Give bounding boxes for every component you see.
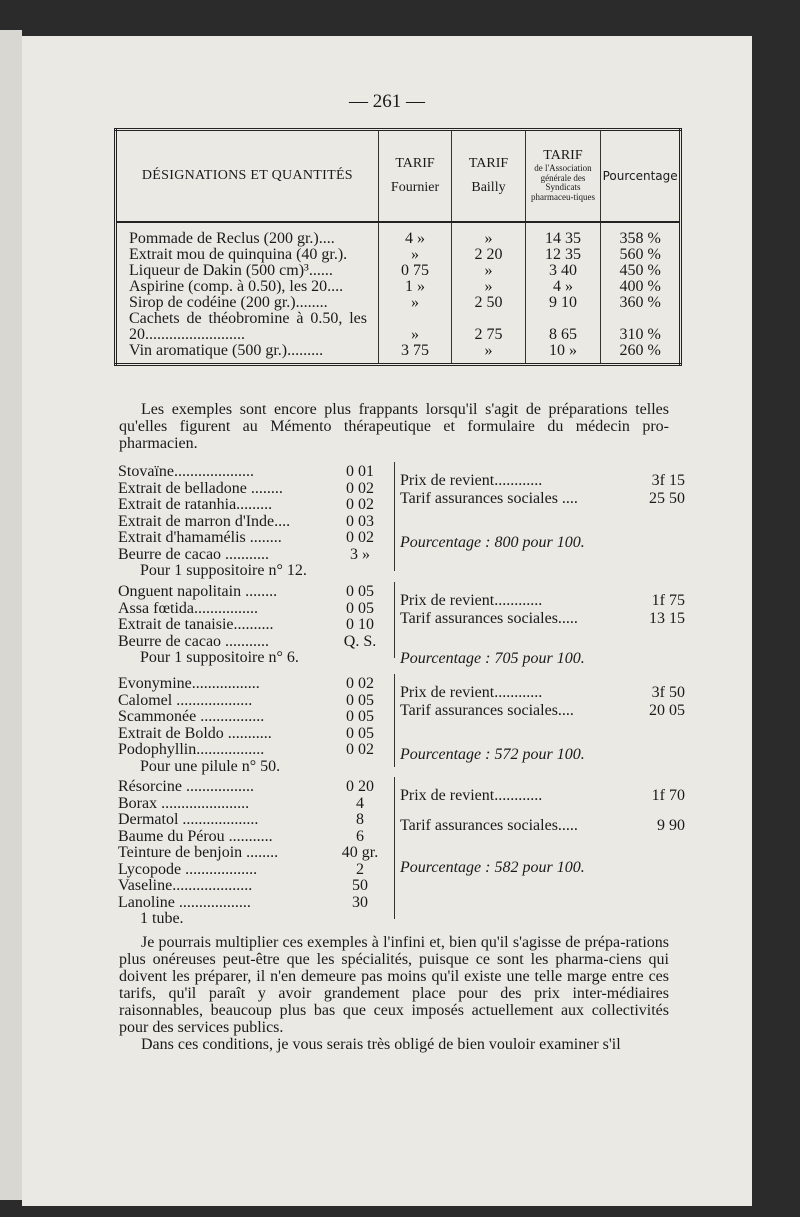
table-cell-bailly: » [484,261,493,279]
designation-column [116,222,379,365]
ingredient-quantity: 0 20 [346,778,374,795]
prix-label: Prix de revient............ [400,684,543,701]
tarif-value: 25 50 [649,490,685,507]
ingredient-name: Résorcine ................. [118,778,254,795]
tarif-label: Tarif assurances sociales .... [400,490,578,507]
table-cell-pourcentage: 360 % [619,293,661,311]
ingredient-name: Calomel ................... [118,691,253,709]
table-cell-bailly: » [484,277,493,295]
tarif-table [114,128,682,366]
ingredient-quantity: 0 02 [346,741,374,758]
table-cell-designation: Pommade de Reclus (200 gr.).... [129,229,335,247]
page-number: — 261 — [349,91,425,112]
header-pourcentage: Pourcentage [601,130,681,222]
recipe-ingredients [118,779,278,928]
ingredient-quantity: 2 [356,860,364,878]
table-cell-fournier: 3 75 [401,341,430,359]
ingredient-quantity: 0 05 [346,708,374,725]
table-cell-bailly: » [484,229,493,247]
table-cell-association: 14 35 [544,229,581,247]
table-cell-designation: Vin aromatique (500 gr.)......... [129,341,324,359]
table-cell-bailly: 2 50 [474,293,503,311]
ingredient-name: Lanoline .................. [118,893,251,911]
pourcentage-line: Pourcentage : 582 pour 100. [400,859,585,876]
ingredient-quantity: 0 05 [346,583,374,600]
prix-label: Prix de revient............ [400,472,543,489]
tarif-value: 20 05 [649,702,685,719]
table-cell-bailly: » [484,341,493,359]
table-cell-fournier: » [411,293,420,311]
pourcentage-line: Pourcentage : 705 pour 100. [400,650,585,667]
last-line: Dans ces conditions, je vous serais très obligé de bien vouloir examiner s'il [141,1036,621,1053]
header-fournier [378,130,451,222]
table-cell-pourcentage: 310 % [619,325,661,343]
ingredient-quantity: 6 [356,827,364,845]
recipe-summary [400,787,685,877]
ingredient-name: Podophyllin................. [118,741,265,758]
header-bailly [452,130,525,222]
table-cell-designation: Extrait mou de quinquina (40 gr.). [129,245,348,263]
ingredient-name: Vaseline.................... [118,877,253,894]
ingredient-name: Stovaïne.................... [118,463,254,480]
recipe-summary [400,592,685,668]
table-cell-designation: Aspirine (comp. à 0.50), les 20.... [129,277,344,295]
ingredient-name: Beurre de cacao ........... [118,545,270,563]
ingredient-name: Extrait d'hamamélis ........ [118,529,282,546]
prix-row [400,787,685,805]
ingredient-quantity: Q. S. [343,632,377,650]
table-cell-pourcentage: 358 % [619,229,661,247]
ingredient-name: Extrait de Boldo ........... [118,724,272,742]
header-bailly-title: TARIF [468,155,509,171]
table-cell-association: 12 35 [544,245,581,263]
ingredient-quantity: 0 03 [346,512,374,530]
tarif-row [400,817,685,835]
recipe-footer: Pour une pilule n° 50. [140,757,281,775]
header-fournier-title: TARIF [395,155,435,171]
recipe-ingredients [118,584,299,667]
table-cell-designation: Liqueur de Dakin (500 cm)³...... [129,261,333,279]
ingredient-name: Extrait de belladone ........ [118,479,283,497]
ingredient-quantity: 0 01 [346,463,374,480]
table-cell-designation: Sirop de codéine (200 gr.)........ [129,293,328,311]
tarif-row [400,702,685,720]
table-cell-association: 9 10 [548,293,577,311]
table-cell-designation: Cachets de théobromine à 0.50, les 20......................... [129,309,367,343]
table-cell-fournier: 1 » [405,277,426,295]
prix-row [400,472,685,490]
closing-paragraph: Je pourrais multiplier ces exemples à l'infini et, bien qu'il s'agisse de prépa-rations plus onéreuses peut-être que les spécialités, puisque ce sont les pharma-ciens qui doivent les préparer, il n'en demeure pas moins qu'il existe une telle marge entre ces tarifs, qu'il paraît y avoir grandement place pour des prix inter-médiaires raisonnables, beaucoup plus bas que ceux imposés actuellement aux collectivités pour des services publics. [119,934,669,1036]
table-body-row [116,222,681,365]
ingredient-quantity: 0 05 [346,691,374,709]
recipe-footer: Pour 1 suppositoire n° 12. [140,562,307,579]
table-cell-pourcentage: 260 % [619,341,661,359]
pourcentage-line: Pourcentage : 800 pour 100. [400,534,585,551]
ingredient-quantity: 0 02 [346,675,374,692]
ingredient-quantity: 0 02 [346,479,374,497]
tarif-label: Tarif assurances sociales.... [400,702,574,719]
prix-label: Prix de revient............ [400,787,543,804]
prix-row [400,684,685,702]
table-cell-pourcentage: 400 % [619,277,661,295]
ingredient-quantity: 8 [356,811,364,828]
header-fournier-name: Fournier [390,179,440,195]
document-page [22,36,752,1206]
recipe-summary [400,472,685,552]
ingredient-quantity: 3 » [350,545,370,563]
ingredient-name: Onguent napolitain ........ [118,583,278,600]
ingredient-name: Dermatol ................... [118,811,259,828]
tarif-row [400,490,685,508]
tarif-value: 13 15 [649,610,685,627]
ingredient-quantity: 50 [352,877,368,894]
pourcentage-column [601,222,681,365]
ingredient-name: Evonymine................. [118,675,260,692]
prix-value: 1f 75 [651,592,685,609]
tarif-row [400,610,685,628]
ingredient-name: Borax ...................... [118,794,250,812]
header-association-title: TARIF [543,148,583,164]
table-cell-fournier: 0 75 [401,261,430,279]
ingredient-quantity: 4 [356,794,364,812]
fournier-column [378,222,451,365]
ingredient-name: Teinture de benjoin ........ [118,844,279,861]
adjacent-page-edge [0,30,22,1200]
recipe-ingredients [118,464,307,580]
ingredient-quantity: 30 [352,893,368,911]
table-cell-association: 10 » [548,341,577,359]
prix-label: Prix de revient............ [400,592,543,609]
table-cell-fournier: » [411,245,420,263]
ingredient-name: Extrait de marron d'Inde.... [118,512,291,530]
table-cell-association: 3 40 [548,261,577,279]
association-column [525,222,601,365]
header-association-sub: de l'Association générale des Syndicats pharmaceu-tiques [530,162,595,203]
ingredient-name: Assa fœtida................ [118,599,258,617]
prix-value: 1f 70 [651,787,685,804]
prix-value: 3f 50 [651,684,685,701]
ingredient-quantity: 0 02 [346,529,374,546]
recipe-footer: Pour 1 suppositoire n° 6. [140,649,299,666]
table-cell-bailly: 2 20 [474,245,503,263]
header-association [525,130,601,222]
table-cell-fournier: » [411,325,420,343]
table-cell-fournier: 4 » [405,229,426,247]
table-cell-pourcentage: 560 % [619,245,661,263]
header-designation: DÉSIGNATIONS ET QUANTITÉS [116,130,379,222]
bailly-column [452,222,525,365]
ingredient-name: Scammonée ................ [118,708,265,725]
ingredient-quantity: 40 gr. [341,844,379,861]
ingredient-name: Lycopode .................. [118,860,258,878]
table-header-row [116,130,681,222]
header-bailly-name: Bailly [471,179,506,195]
table-cell-association: 4 » [552,277,573,295]
ingredient-quantity: 0 05 [346,599,374,617]
tarif-label: Tarif assurances sociales..... [400,610,578,627]
ingredient-quantity: 0 02 [346,496,374,513]
recipe-ingredients [118,676,280,775]
ingredient-name: Extrait de tanaisie.......... [118,616,274,633]
recipe-footer: 1 tube. [140,910,184,927]
intro-paragraph: Les exemples sont encore plus frappants lorsqu'il s'agit de préparations telles qu'elles figurent au Mémento thérapeutique et formulaire du médecin pro-pharmacien. [119,401,669,452]
pourcentage-line: Pourcentage : 572 pour 100. [400,746,585,763]
table-cell-bailly: 2 75 [474,325,503,343]
tarif-value: 9 90 [657,817,685,834]
ingredient-quantity: 0 05 [346,724,374,742]
prix-row [400,592,685,610]
ingredient-name: Beurre de cacao ........... [118,632,270,650]
ingredient-name: Extrait de ratanhia......... [118,496,273,513]
table-cell-association: 8 65 [548,325,577,343]
recipe-summary [400,684,685,764]
table-cell-pourcentage: 450 % [619,261,661,279]
ingredient-name: Baume du Pérou ........... [118,827,273,845]
tarif-label: Tarif assurances sociales..... [400,817,578,834]
prix-value: 3f 15 [651,472,685,489]
ingredient-quantity: 0 10 [346,616,374,633]
